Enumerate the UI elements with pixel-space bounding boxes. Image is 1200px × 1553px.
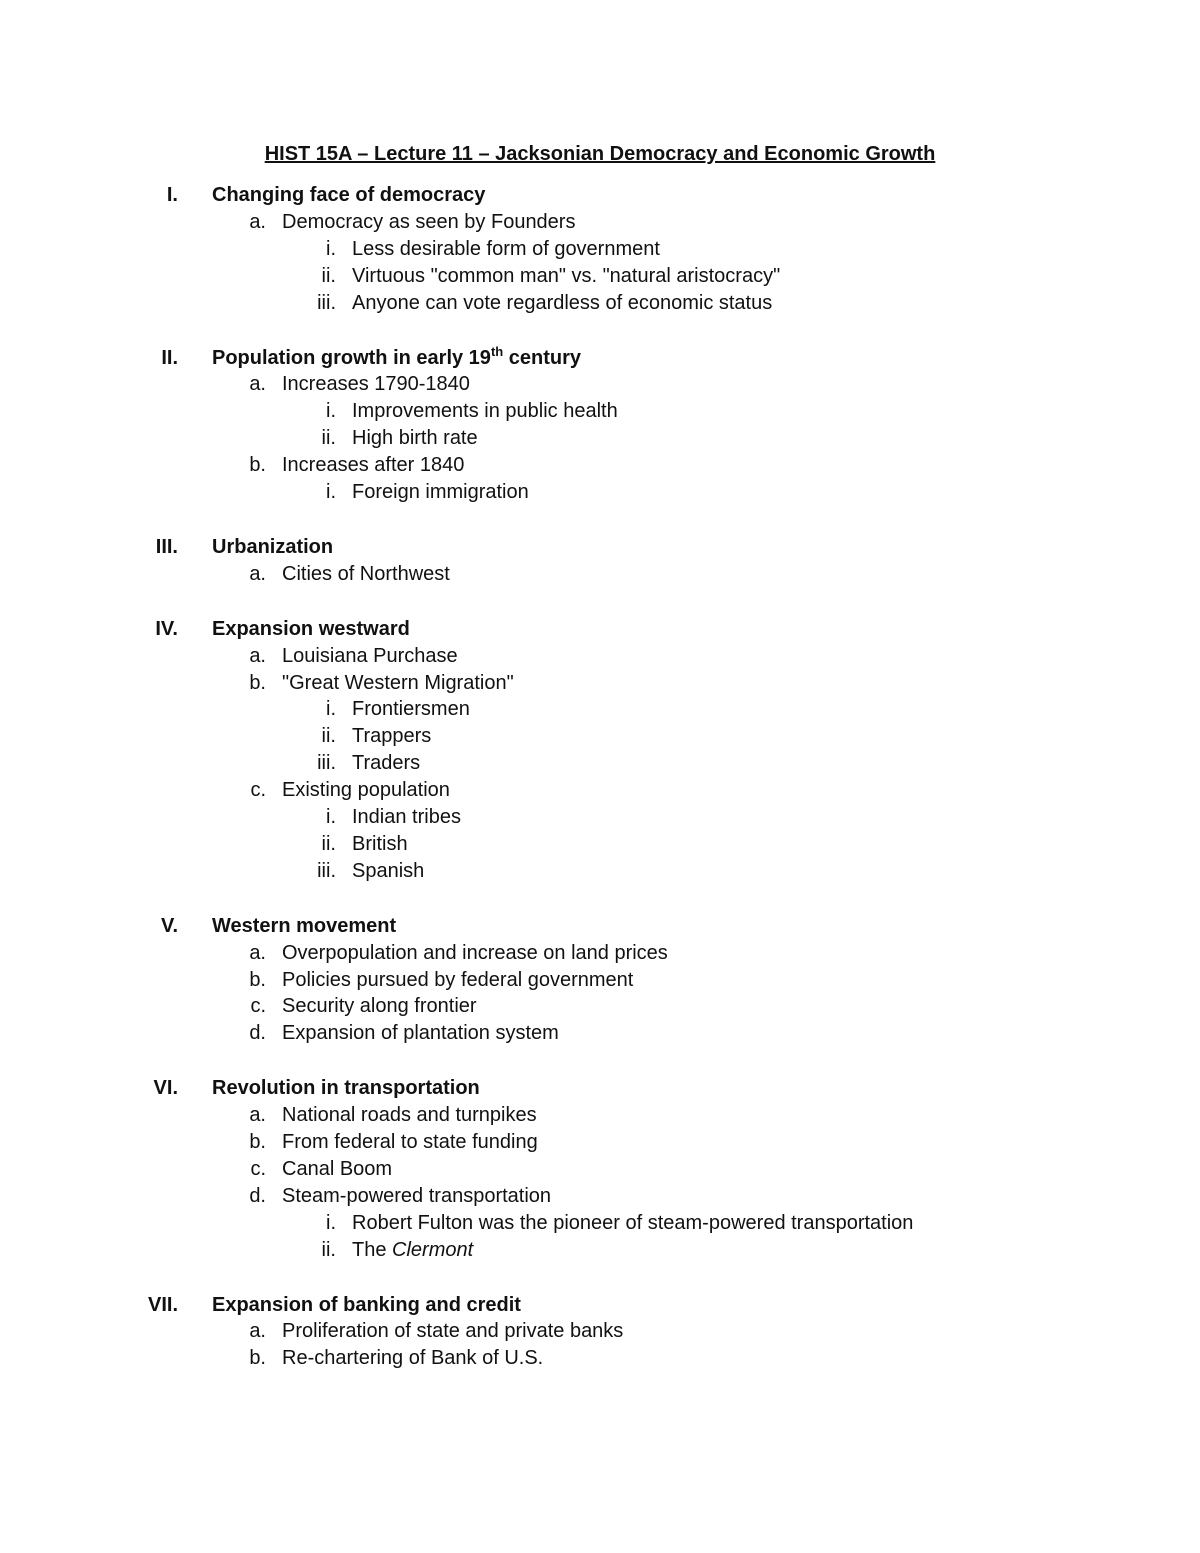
item-text: Democracy as seen by Founders [282, 210, 576, 233]
section-number: VII. [147, 1293, 178, 1316]
item-text: National roads and turnpikes [282, 1104, 537, 1127]
section-number: II. [161, 346, 178, 369]
subitem-text [352, 831, 408, 858]
subitem-text-body: Robert Fulton was the pioneer of steam-powered transportation [352, 1211, 914, 1234]
section-title [212, 182, 485, 209]
item-letter: d. [249, 1022, 266, 1045]
subitem-text [352, 236, 660, 263]
item-text: Proliferation of state and private banks [282, 1320, 624, 1343]
subitem-text-body: Less desirable form of government [352, 237, 660, 260]
superscript: th [490, 343, 504, 359]
item-letter: b. [249, 454, 266, 477]
item-text: Overpopulation and increase on land prices [282, 941, 668, 964]
subitem-text-body: High birth rate [352, 427, 478, 450]
subitem-text-body: The [352, 1238, 393, 1261]
section-title-text: Western movement [212, 914, 397, 937]
subitem-number: i. [326, 237, 336, 260]
item-letter: b. [249, 671, 266, 694]
item-text: Increases 1790-1840 [282, 373, 470, 396]
item-text: From federal to state funding [282, 1131, 538, 1153]
item-text: Expansion of plantation system [282, 1022, 559, 1045]
subitem-text [352, 696, 470, 723]
subitem-text [352, 858, 424, 885]
item-letter: a. [249, 373, 266, 396]
subitem-number: i. [326, 806, 336, 828]
item-text: Security along frontier [282, 995, 477, 1018]
item-letter: a. [249, 941, 266, 964]
section-number: I. [166, 184, 178, 206]
subitem-text-body: Anyone can vote regardless of economic status [352, 291, 773, 314]
subitem-number: ii. [321, 264, 336, 287]
section-title-text: Expansion of banking and credit [212, 1293, 521, 1316]
subitem-text [352, 263, 780, 290]
subitem-text-body: Foreign immigration [352, 481, 529, 503]
subitem-number: iii. [317, 752, 336, 775]
subitem-number: iii. [317, 291, 336, 314]
item-text: Policies pursued by federal government [282, 968, 634, 991]
subitem-number: ii. [321, 832, 336, 855]
subitem-number: ii. [321, 1238, 336, 1261]
item-letter: b. [249, 1131, 266, 1153]
subitem-number: i. [326, 1211, 336, 1234]
item-letter: d. [249, 1184, 266, 1207]
section-number: V. [160, 914, 178, 937]
item-letter: c. [250, 779, 266, 802]
subitem-text-body: Spanish [352, 859, 425, 882]
subitem-text [352, 804, 461, 831]
item-text: Increases after 1840 [282, 454, 465, 477]
item-text: Steam-powered transportation [282, 1184, 552, 1207]
item-text: Canal Boom [282, 1157, 393, 1180]
section-title-text: Revolution in transportation [212, 1077, 480, 1100]
subitem-text [352, 723, 431, 750]
section-title-tail: century [503, 346, 582, 369]
subitem-text [352, 290, 772, 317]
item-letter: a. [249, 210, 266, 233]
section-title [212, 345, 581, 372]
section-title-text: Urbanization [212, 535, 334, 558]
subitem-text-body: Traders [352, 752, 421, 775]
item-letter: c. [250, 1157, 266, 1180]
section-number: III. [155, 535, 178, 558]
section-title [212, 1075, 480, 1102]
subitem-text [352, 750, 420, 777]
subitem-text-body: Trappers [352, 725, 432, 748]
section-title [212, 1292, 521, 1319]
item-letter: a. [249, 1104, 266, 1127]
item-text: "Great Western Migration" [282, 671, 514, 694]
subitem-number: iii. [317, 859, 336, 882]
section-number: IV. [155, 617, 178, 640]
item-text: Existing population [282, 779, 450, 802]
item-letter: b. [249, 1347, 266, 1370]
section-title-text: Population growth in early 19 [212, 346, 491, 369]
item-letter: a. [249, 1320, 266, 1343]
subitem-text [352, 398, 618, 425]
item-text: Cities of Northwest [282, 562, 450, 585]
section-title [212, 913, 396, 940]
section-number: VI. [153, 1077, 178, 1100]
subitem-number: ii. [321, 427, 336, 450]
item-text: Louisiana Purchase [282, 644, 458, 667]
subitem-number: ii. [321, 725, 336, 748]
item-text: Re-chartering of Bank of U.S. [282, 1347, 544, 1370]
subitem-text-body: Virtuous "common man" vs. "natural aristocracy" [352, 264, 781, 287]
item-letter: c. [250, 995, 266, 1018]
item-letter: b. [249, 968, 266, 991]
subitem-text [352, 1237, 473, 1264]
section-title-text: Changing face of democracy [212, 184, 486, 206]
section-title-text: Expansion westward [212, 617, 410, 640]
subitem-text-body: Improvements in public health [352, 400, 618, 423]
item-letter: a. [249, 562, 266, 585]
item-letter: a. [249, 644, 266, 667]
subitem-number: i. [326, 400, 336, 423]
section-title [212, 616, 410, 643]
subitem-text-body: British [352, 832, 408, 855]
subitem-number: i. [326, 698, 336, 721]
subitem-text [352, 425, 478, 452]
document-title: HIST 15A – Lecture 11 – Jacksonian Democracy and Economic Growth [264, 143, 936, 165]
subitem-text-body: Frontiersmen [352, 698, 470, 721]
subitem-text [352, 479, 529, 506]
subitem-number: i. [326, 481, 336, 503]
italic-title: Clermont [392, 1238, 474, 1261]
section-title [212, 534, 333, 561]
subitem-text [352, 1210, 913, 1237]
subitem-text-body: Indian tribes [352, 806, 461, 828]
